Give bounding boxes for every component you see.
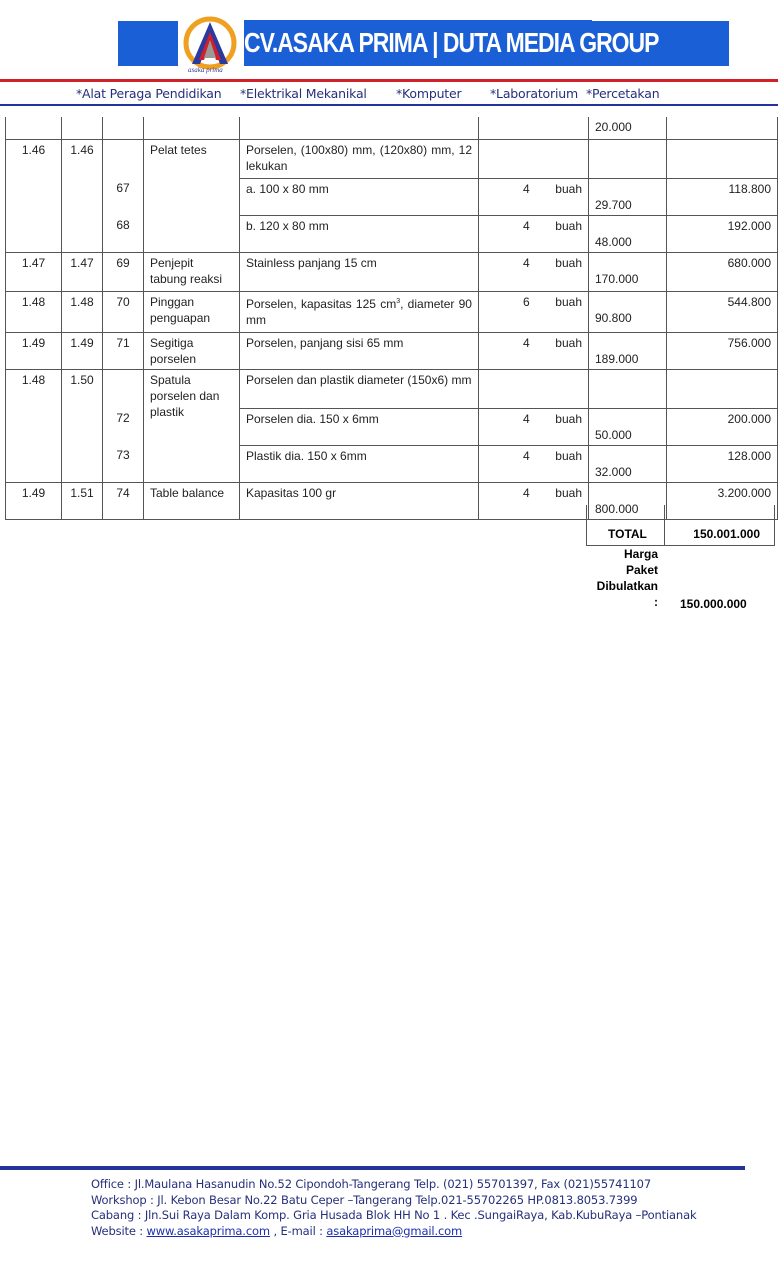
header-blue-rule [0,104,778,106]
header-blue-block-left [118,21,178,66]
unit: buah [555,294,582,309]
cell: b. 120 x 80 mm [240,215,479,252]
tagline-item: *Percetakan [586,86,660,101]
cell [6,445,62,482]
items-table [5,117,778,520]
total-label: TOTAL [608,527,647,541]
table-row [6,291,778,332]
qty: 4 [523,448,530,463]
cell: 1.48 [6,369,62,408]
spec-text: , diameter 90 mm [246,296,472,327]
total-value: 150.001.000 [693,527,760,541]
cell [62,445,103,482]
cell [479,408,589,445]
cell [240,117,479,139]
cell: 29.700 [589,178,667,215]
cell: 32.000 [589,445,667,482]
spec-text: Porselen, kapasitas 125 cm [246,296,397,311]
cell: 1.49 [62,332,103,369]
cell: Spatula porselen dan plastik [144,369,240,482]
cell: 118.800 [667,178,778,215]
cell: 1.46 [6,139,62,178]
cell [479,215,589,252]
cell: 189.000 [589,332,667,369]
cell [62,178,103,215]
harga-line: : [654,595,658,609]
tagline-item: *Komputer [396,86,462,101]
cell: 71 [103,332,144,369]
cell [62,117,103,139]
cell [667,139,778,178]
cell: 73 [103,445,144,482]
table-row [6,215,778,252]
qty: 4 [523,181,530,196]
cell: Pinggan penguapan [144,291,240,332]
cell: 680.000 [667,252,778,291]
footer-cabang: Cabang : Jln.Sui Raya Dalam Komp. Gria Husada Blok HH No 1 . Kec .SungaiRaya, Kab.KubuRaya –Pontianak [91,1208,697,1222]
tagline-item: *Laboratorium [490,86,578,101]
cell: 200.000 [667,408,778,445]
cell: 1.51 [62,482,103,519]
cell [144,178,240,215]
cell [240,291,479,332]
cell: 50.000 [589,408,667,445]
harga-paket-label [586,546,658,610]
qty: 4 [523,335,530,350]
qty: 4 [523,411,530,426]
cell: 67 [103,178,144,215]
footer-office: Office : Jl.Maulana Hasanudin No.52 Cipondoh-Tangerang Telp. (021) 55701397, Fax (021)55741107 [91,1177,652,1191]
spec-superscript: 3 [396,297,401,305]
cell [62,408,103,445]
cell: 544.800 [667,291,778,332]
cell: 170.000 [589,252,667,291]
cell [589,139,667,178]
cell: 800.000 [589,482,667,519]
cell [62,215,103,252]
total-divider [664,505,665,545]
cell: Table balance [144,482,240,519]
cell: Plastik dia. 150 x 6mm [240,445,479,482]
cell: Penjepit tabung reaksi [144,252,240,291]
cell [479,139,589,178]
qty: 4 [523,485,530,500]
harga-line: Harga [623,547,658,561]
cell [667,117,778,139]
cell [103,117,144,139]
cell: Segitiga porselen [144,332,240,369]
table-row [6,445,778,482]
cell: 1.47 [62,252,103,291]
cell: Porselen dan plastik diameter (150x6) mm [240,369,479,408]
cell: Pelat tetes [144,139,240,178]
unit: buah [555,448,582,463]
table-row [6,369,778,408]
unit: buah [555,485,582,500]
footer-address [91,1177,696,1239]
table-row [6,252,778,291]
cell: Porselen, panjang sisi 65 mm [240,332,479,369]
cell: 20.000 [589,117,667,139]
cell [144,215,240,252]
qty: 4 [523,255,530,270]
email-link[interactable]: asakaprima@gmail.com [326,1223,463,1238]
cell [103,369,144,408]
cell: 192.000 [667,215,778,252]
cell [6,215,62,252]
cell: 72 [103,408,144,445]
cell: 128.000 [667,445,778,482]
harga-line: Dibulatkan [596,579,658,593]
cell: 70 [103,291,144,332]
table-row [6,117,778,139]
cell: 1.48 [62,291,103,332]
cell [479,482,589,519]
cell [6,117,62,139]
unit: buah [555,181,582,196]
website-link[interactable]: www.asakaprima.com [146,1223,270,1238]
harga-line: Paket [625,563,658,577]
company-name: CV.ASAKA PRIMA | DUTA MEDIA GROUP [244,20,592,66]
cell: 90.800 [589,291,667,332]
cell [589,369,667,408]
cell: Kapasitas 100 gr [240,482,479,519]
cell: 3.200.000 [667,482,778,519]
logo-caption: asaka prima [188,66,223,74]
cell: 1.49 [6,332,62,369]
cell: 1.46 [62,139,103,178]
unit: buah [555,411,582,426]
cell [479,252,589,291]
tagline-item: *Alat Peraga Pendidikan [76,86,222,101]
table-row [6,408,778,445]
table-row [6,178,778,215]
harga-paket-value: 150.000.000 [680,597,747,611]
unit: buah [555,255,582,270]
cell [144,117,240,139]
cell: 48.000 [589,215,667,252]
table-row [6,139,778,178]
cell: 1.47 [6,252,62,291]
qty: 6 [523,294,530,309]
cell [479,178,589,215]
cell [103,139,144,178]
cell [479,332,589,369]
cell: Porselen dia. 150 x 6mm [240,408,479,445]
unit: buah [555,218,582,233]
cell [479,369,589,408]
cell [479,291,589,332]
cell [6,408,62,445]
cell: 69 [103,252,144,291]
footer-contact [91,1224,696,1240]
website-label: Website : [91,1223,147,1238]
cell: 1.49 [6,482,62,519]
cell: 1.48 [6,291,62,332]
cell: Stainless panjang 15 cm [240,252,479,291]
cell: Porselen, (100x80) mm, (120x80) mm, 12 lekukan [240,139,479,178]
cell [479,445,589,482]
unit: buah [555,335,582,350]
cell [6,178,62,215]
cell: a. 100 x 80 mm [240,178,479,215]
qty: 4 [523,218,530,233]
cell: 1.50 [62,369,103,408]
tagline-item: *Elektrikal Mekanikal [240,86,367,101]
cell: 756.000 [667,332,778,369]
cell [479,117,589,139]
footer-workshop: Workshop : Jl. Kebon Besar No.22 Batu Ceper –Tangerang Telp.021-55702265 HP.0813.8053.7399 [91,1192,638,1207]
total-box [586,505,775,546]
footer-blue-rule [0,1166,745,1170]
table-row [6,332,778,369]
header-red-rule [0,79,778,82]
cell: 68 [103,215,144,252]
cell [667,369,778,408]
email-label: , E-mail : [269,1223,327,1238]
cell: 74 [103,482,144,519]
